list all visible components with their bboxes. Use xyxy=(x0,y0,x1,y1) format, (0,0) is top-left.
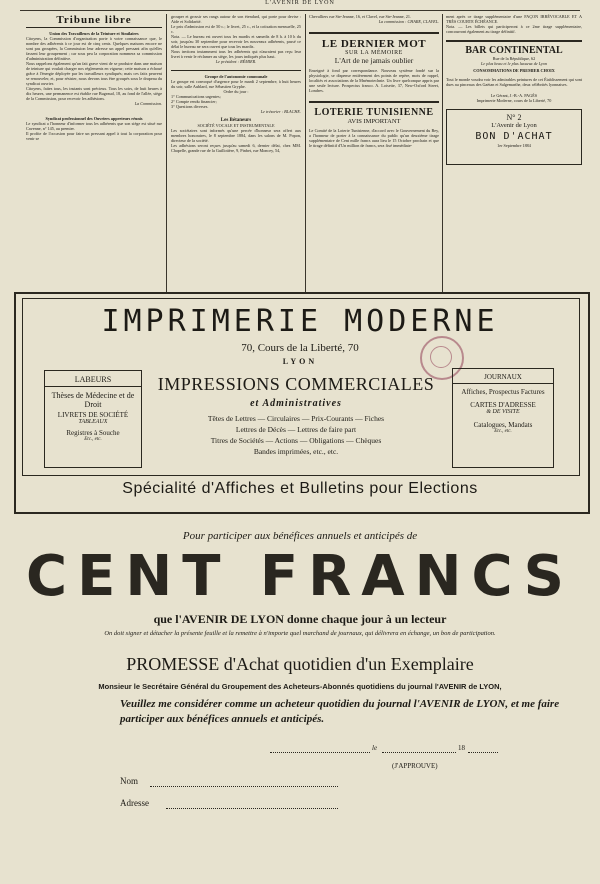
coupon-number: N° 2 xyxy=(506,113,522,122)
bar-address: Rue de la République, 62 xyxy=(492,56,536,61)
approve-label: (J'APPROUVE) xyxy=(392,762,438,770)
promo-line3: On doit signer et détacher la présente feuille et la remettre à n'importe quel marchand de journaux, qui délivrera en échange, un bon de participation. xyxy=(104,630,496,637)
labeurs-line1: Thèses de Médecine et de Droit xyxy=(51,391,135,409)
impressions-title: IMPRESSIONS COMMERCIALES xyxy=(157,374,435,394)
journaux-line1: Affiches, Prospectus Factures xyxy=(461,388,545,396)
labeurs-line4: Registres à Souche xyxy=(66,429,120,437)
labeurs-header: LABEURS xyxy=(45,375,141,387)
col2-top-body-2: Le prix d'admission est de 50 c.; le livret, 25 c., et la cotisation mensuelle, 25 c. xyxy=(171,24,301,34)
loterie-body: Le Comité de la Loterie Tunisienne, d'accord avec le Gouvernement du Bey, a l'honneur de porter à la connaissance du public qu'un deuxième tirage supplémentaire de Cent mille francs aura lieu le 15 Octobre prochain et que le tirage définitif d'Un million de francs, sera fixé immédiate- xyxy=(309,128,439,148)
col-divider-3 xyxy=(442,14,443,292)
journaux-header: JOURNAUX xyxy=(453,373,553,384)
imprimerie-footer: Spécialité d'Affiches et Bulletins pour Elections xyxy=(122,480,478,497)
adresse-field[interactable] xyxy=(166,808,338,809)
col-divider-2 xyxy=(305,14,306,292)
dernier-mot-sub-2: L'Art de ne jamais oublier xyxy=(334,56,414,65)
tribune-heading: Tribune libre xyxy=(26,14,162,28)
betaneurs-title: Les Bétaneurs xyxy=(220,118,252,123)
date-le: le xyxy=(372,744,378,752)
col3-top-body: Chevalliers rue Ste-Jeanne, 16, et Clavel, rue Ste-Jeanne, 21. xyxy=(309,14,411,19)
labeurs-line2: LIVRETS DE SOCIÉTÉ xyxy=(57,411,129,419)
column-2 xyxy=(171,14,301,153)
nom-label: Nom xyxy=(120,776,138,786)
coupon xyxy=(446,109,582,165)
imprimerie-title: IMPRIMERIE MODERNE xyxy=(101,304,499,339)
col4-top-body-2: Nota. — Les billets qui participeront à ce 2me tirage supplémentaire, concourront également au tirage définitif. xyxy=(446,24,582,34)
journaux-line4: Catalogues, Mandats xyxy=(473,421,533,429)
groupe-signature: Le trésorier : BLACHE. xyxy=(260,109,301,114)
promesse-heading: PROMESSE d'Achat quotidien d'un Exemplaire xyxy=(126,654,474,674)
dernier-mot-title: LE DERNIER MOT xyxy=(321,38,427,50)
syndicat-title: Syndicat professionnel des Ouvriers appreteurs réunis xyxy=(45,116,143,121)
union-signature: La Commission. xyxy=(134,101,162,106)
impressions-line1: Têtes de Lettres — Circulaires — Prix-Courants — Fiches xyxy=(207,414,385,423)
impressions-line3: Titres de Sociétés — Actions — Obligations — Chèques xyxy=(210,436,382,445)
union-body: Citoyens, la Commission d'organisation porte à votre connaissance que, le nombre des adhérents à ce jour est de cinq cents. Quelques maisons encore ne sont pas groupées, la Commission leur adresse un appel pressant afin qu'elles fassent leur groupement ; car sous peu la corporation nommera sa commission d'administration définitive. xyxy=(26,36,162,61)
syndicat-body-2: Il profite de l'occasion pour faire un pressant appel à tout la corporation pour venir se xyxy=(26,131,162,141)
promesse-address: Monsieur le Secrétaire Général du Groupement des Acheteurs-Abonnés quotidiens du journal l'AVENIR de LYON, xyxy=(98,682,502,691)
loterie-sub: AVIS IMPORTANT xyxy=(347,118,401,125)
masthead: L'AVENIR DE LYON xyxy=(265,0,335,6)
col2-top-signature: Le président : RÉMIER. xyxy=(215,59,257,64)
adresse-label: Adresse xyxy=(120,798,149,808)
masthead-rule xyxy=(20,10,580,11)
groupe-odj: Ordre du jour : xyxy=(223,89,249,94)
loterie-title: LOTERIE TUNISIENNE xyxy=(314,107,434,118)
date-line-day xyxy=(382,752,456,753)
imprimerie-note: Imprimerie Moderne, cours de la Liberté, 70 xyxy=(476,98,552,103)
column-3 xyxy=(309,14,439,148)
imprimerie-city: LYON xyxy=(282,357,318,366)
groupe-title: Groupe de l'autonomie communale xyxy=(204,74,268,79)
impressions-line2: Lettres de Décès — Lettres de faire part xyxy=(235,425,357,434)
journaux-box xyxy=(452,368,554,468)
bar-consommations: CONSOMMATIONS DE PREMIER CHOIX xyxy=(473,68,555,73)
labeurs-line3: TABLEAUX xyxy=(78,419,108,425)
promo-line2: que l'AVENIR DE LYON donne chaque jour à un lecteur xyxy=(153,612,447,626)
date-year: 18 xyxy=(458,744,465,752)
syndicat-body: Le syndicat a l'honneur d'informer tous les adhérents que son siège est situé rue Cavenne, n° 145, au premier. xyxy=(26,121,162,131)
journaux-line3: & DE VISITE xyxy=(486,409,520,415)
coupon-paper: L'Avenir de Lyon xyxy=(491,122,537,129)
groupe-item: 1° Communications urgentes; xyxy=(171,94,221,99)
bar-tagline: Le plus beau et le plus luxueux de Lyon xyxy=(481,61,547,66)
col3-top-signature: La commission : CHARE, CLAVEL. xyxy=(378,19,439,24)
coupon-title: BON D'ACHAT xyxy=(475,131,553,142)
betaneurs-sub: SOCIÉTÉ VOCALE ET INSTRUMENTALE xyxy=(197,123,275,128)
column-4 xyxy=(446,14,582,165)
impressions-line4: Bandes imprimées, etc., etc. xyxy=(253,447,339,456)
nom-field[interactable] xyxy=(150,786,338,787)
promo-cent-francs: CENT FRANCS xyxy=(26,544,574,609)
gerant: Le Gérant, J.-B.-A. PAGÈS xyxy=(490,93,538,98)
col-divider-1 xyxy=(166,14,167,292)
union-title: Union des Travailleurs de la Teinture et Similaires xyxy=(49,31,139,36)
promo-line1: Pour participer aux bénéfices annuels et anticipés de xyxy=(182,530,418,542)
date-line-blank xyxy=(270,752,370,753)
betaneurs-body: Les sociétaires sont informés qu'une percée d'honneur sera offert aux membres honoraires, le 8 septembre 1884, dans les salons de M. Popon, directeur de la société. xyxy=(171,128,301,143)
col2-top-body-4: Nous invitons instamment tous les adhérents qui n'auraient pas reçu leur livret à venir le réclamer au siège, les jours indiqués plus haut. xyxy=(171,49,301,59)
groupe-item: 2° Compte rendu financier; xyxy=(171,99,217,104)
union-body-3: Citoyens, faites tous, les instants sont précieux. Tous les soirs, de huit heures à dix heures, une permanence est établie rue Bugeaud, 18, au fond de l'allée, siège de la Commission, pour recevoir les adhésions. xyxy=(26,86,162,101)
column-1 xyxy=(26,14,162,141)
col2-top-body-3: Nota. — Le bureau est ouvert tous les mardis et samedis de 8 h. à 10 h du soir, jusqu'au 30 septembre pour recevoir les nouveaux adhérents, passé ce délai le bureau ne sera ouvert que tous les mardis. xyxy=(171,34,301,49)
groupe-item: 3° Questions diverses. xyxy=(171,104,209,109)
betaneurs-body-2: Les adhésions seront reçues jusqu'au samedi 6, dernier délai, chez MM. Chapelle, grande rue de la Guillotière, 9, Pinbet, rue Moncey, 54, xyxy=(171,143,301,153)
dernier-mot-sub: SUR LA MÉMOIRE xyxy=(345,50,403,56)
impressions-sub: et Administratives xyxy=(250,398,342,409)
col4-top-body: ment après ce tirage supplémentaire d'une FAÇON IRRÉVOCABLE ET A TRÈS COURTE ÉCHÉANCE. xyxy=(446,14,582,24)
col2-top-body: grouper et grossir ses rangs autour de son étendard, qui porte pour devise : Aide et Solidarité. xyxy=(171,14,301,24)
union-body-2: Nous rappelons également qu'un fait grave vient de se produire dans une maison de teinture qui voulait charger nos règlements en vigueur; cette maison a échoué grâce à l'énergie déployée par les travailleurs syndiqués; mais ces faits peuvent se renouveler, et, pour résister, nous devons tous être groupés sous le drapeau du syndicat ouvrier. xyxy=(26,61,162,86)
coupon-date: 1er Septembre 1884 xyxy=(497,143,531,148)
promesse-body: Veuillez me considérer comme un acheteur quotidien du journal l'AVENIR de LYON, et me faire participer aux bénéfices annuels et anticipés. xyxy=(120,698,560,725)
date-line-year xyxy=(468,752,498,753)
journaux-line5: Etc., etc. xyxy=(494,429,512,434)
journaux-line2: CARTES D'ADRESSE xyxy=(470,401,536,409)
imprimerie-address: 70, Cours de la Liberté, 70 xyxy=(241,342,359,354)
labeurs-line5: Etc., etc. xyxy=(84,437,102,442)
dernier-mot-body: Enseigné à fond par correspondance. Nouveau système fondé sur la physiologie, se dispense entièrement des points de repère, mots de rappel, localités et associations de la Mnémotechnie. Un livre quelconque appris par une seule lecture. Prospectus franco. A. Loisette, 37, New-Oxford Street, Londres. xyxy=(309,68,439,93)
bar-title: BAR CONTINENTAL xyxy=(465,45,563,56)
labeurs-box xyxy=(44,370,142,468)
groupe-body: Le groupe est convoqué d'urgence pour le mardi 2 septembre, à huit heures du soir, salle Aublard, rue Sébastien Gryphe. xyxy=(171,79,301,89)
bar-body: Tout le monde voudra voir les admirables peintures de cet Établissement qui sont dues au pinceaux des Gaëtan et Salgemarthe, deux célébrités lyonnaises. xyxy=(446,77,582,87)
